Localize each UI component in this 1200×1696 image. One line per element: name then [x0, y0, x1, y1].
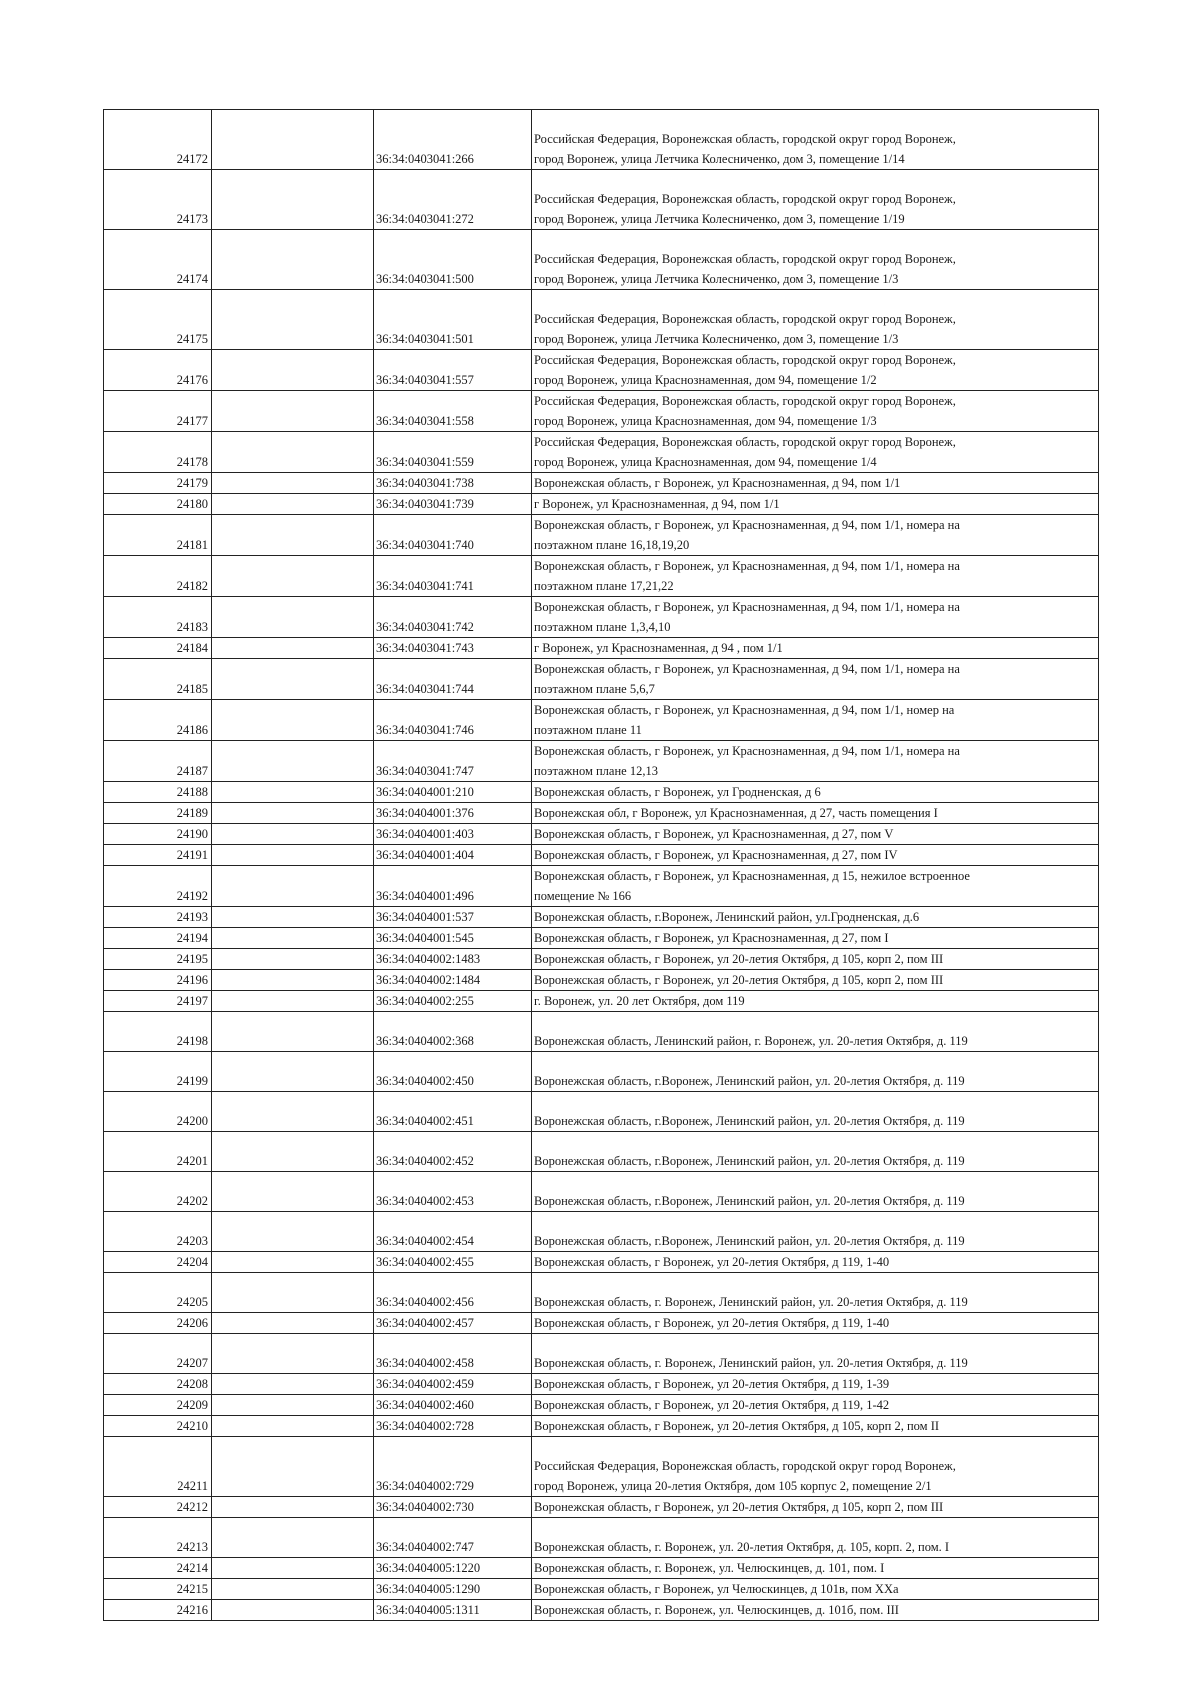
address: Воронежская область, г Воронеж, ул Краснознаменная, д 94, пом 1/1, номера на поэтажном плане 16,18,19,20: [532, 515, 1099, 556]
row-number: 24209: [104, 1395, 212, 1416]
address: Воронежская область, г Воронеж, ул Краснознаменная, д 94, пом 1/1: [532, 473, 1099, 494]
registry-table-body: [104, 110, 1099, 1621]
table-row: [104, 803, 1099, 824]
table-row: [104, 1132, 1099, 1172]
empty-cell: [212, 803, 374, 824]
registry-table: [103, 109, 1099, 1621]
table-row: [104, 928, 1099, 949]
address: Воронежская область, г.Воронеж, Ленинский район, ул. 20-летия Октября, д. 119: [532, 1052, 1099, 1092]
empty-cell: [212, 556, 374, 597]
address: Воронежская область, г Воронеж, ул Краснознаменная, д 94, пом 1/1, номер на поэтажном плане 11: [532, 700, 1099, 741]
empty-cell: [212, 1437, 374, 1497]
row-number: 24210: [104, 1416, 212, 1437]
empty-cell: [212, 110, 374, 170]
cadastral-number: 36:34:0404002:747: [374, 1518, 532, 1558]
empty-cell: [212, 1558, 374, 1579]
cadastral-number: 36:34:0403041:740: [374, 515, 532, 556]
row-number: 24215: [104, 1579, 212, 1600]
table-row: [104, 110, 1099, 170]
address: Воронежская область, г Воронеж, ул 20-летия Октября, д 105, корп 2, пом II: [532, 1416, 1099, 1437]
empty-cell: [212, 928, 374, 949]
table-row: [104, 949, 1099, 970]
cadastral-number: 36:34:0403041:747: [374, 741, 532, 782]
row-number: 24182: [104, 556, 212, 597]
empty-cell: [212, 230, 374, 290]
cadastral-number: 36:34:0404002:458: [374, 1334, 532, 1374]
address: Воронежская область, г.Воронеж, Ленинский район, ул. 20-летия Октября, д. 119: [532, 1132, 1099, 1172]
empty-cell: [212, 1052, 374, 1092]
empty-cell: [212, 1092, 374, 1132]
address: Воронежская область, г Воронеж, ул Краснознаменная, д 27, пом I: [532, 928, 1099, 949]
cadastral-number: 36:34:0404002:455: [374, 1252, 532, 1273]
row-number: 24189: [104, 803, 212, 824]
table-row: [104, 556, 1099, 597]
address: Воронежская область, Ленинский район, г. Воронеж, ул. 20-летия Октября, д. 119: [532, 1012, 1099, 1052]
row-number: 24187: [104, 741, 212, 782]
address: Воронежская область, г. Воронеж, ул. Челюскинцев, д. 101б, пом. III: [532, 1600, 1099, 1621]
empty-cell: [212, 1252, 374, 1273]
address: Воронежская область, г Воронеж, ул 20-летия Октября, д 105, корп 2, пом III: [532, 970, 1099, 991]
empty-cell: [212, 1395, 374, 1416]
table-row: [104, 1558, 1099, 1579]
address: Воронежская область, г Воронеж, ул 20-летия Октября, д 105, корп 2, пом III: [532, 1497, 1099, 1518]
table-row: [104, 350, 1099, 391]
table-row: [104, 1437, 1099, 1497]
address: Воронежская область, г Воронеж, ул Краснознаменная, д 15, нежилое встроенное помещение № 166: [532, 866, 1099, 907]
cadastral-number: 36:34:0404002:728: [374, 1416, 532, 1437]
table-row: [104, 1518, 1099, 1558]
table-row: [104, 1579, 1099, 1600]
table-row: [104, 741, 1099, 782]
table-row: [104, 1374, 1099, 1395]
row-number: 24201: [104, 1132, 212, 1172]
address: Воронежская область, г Воронеж, ул Краснознаменная, д 27, пом V: [532, 824, 1099, 845]
address: Воронежская область, г.Воронеж, Ленинский район, ул.Гродненская, д.6: [532, 907, 1099, 928]
row-number: 24211: [104, 1437, 212, 1497]
cadastral-number: 36:34:0404002:451: [374, 1092, 532, 1132]
cadastral-number: 36:34:0404005:1311: [374, 1600, 532, 1621]
cadastral-number: 36:34:0403041:558: [374, 391, 532, 432]
empty-cell: [212, 824, 374, 845]
cadastral-number: 36:34:0403041:272: [374, 170, 532, 230]
cadastral-number: 36:34:0404002:1483: [374, 949, 532, 970]
table-row: [104, 1172, 1099, 1212]
row-number: 24206: [104, 1313, 212, 1334]
cadastral-number: 36:34:0404002:730: [374, 1497, 532, 1518]
table-row: [104, 1334, 1099, 1374]
cadastral-number: 36:34:0403041:741: [374, 556, 532, 597]
table-row: [104, 638, 1099, 659]
empty-cell: [212, 700, 374, 741]
table-row: [104, 659, 1099, 700]
address: Воронежская область, г.Воронеж, Ленинский район, ул. 20-летия Октября, д. 119: [532, 1172, 1099, 1212]
address: Воронежская область, г Воронеж, ул 20-летия Октября, д 119, 1-39: [532, 1374, 1099, 1395]
cadastral-number: 36:34:0403041:559: [374, 432, 532, 473]
empty-cell: [212, 1334, 374, 1374]
row-number: 24181: [104, 515, 212, 556]
cadastral-number: 36:34:0403041:738: [374, 473, 532, 494]
cadastral-number: 36:34:0403041:501: [374, 290, 532, 350]
cadastral-number: 36:34:0403041:742: [374, 597, 532, 638]
empty-cell: [212, 991, 374, 1012]
table-row: [104, 866, 1099, 907]
table-row: [104, 494, 1099, 515]
table-row: [104, 1012, 1099, 1052]
cadastral-number: 36:34:0403041:739: [374, 494, 532, 515]
row-number: 24178: [104, 432, 212, 473]
cadastral-number: 36:34:0404002:460: [374, 1395, 532, 1416]
row-number: 24197: [104, 991, 212, 1012]
empty-cell: [212, 1416, 374, 1437]
address: Российская Федерация, Воронежская область, городской округ город Воронеж, город Воронеж, улица Летчика Колесниченко, дом 3, помещение 1/3: [532, 290, 1099, 350]
row-number: 24198: [104, 1012, 212, 1052]
table-row: [104, 230, 1099, 290]
row-number: 24196: [104, 970, 212, 991]
address: Воронежская область, г Воронеж, ул 20-летия Октября, д 119, 1-40: [532, 1313, 1099, 1334]
address: Воронежская область, г Воронеж, ул Краснознаменная, д 94, пом 1/1, номера на поэтажном плане 5,6,7: [532, 659, 1099, 700]
row-number: 24199: [104, 1052, 212, 1092]
empty-cell: [212, 638, 374, 659]
row-number: 24184: [104, 638, 212, 659]
cadastral-number: 36:34:0404005:1290: [374, 1579, 532, 1600]
empty-cell: [212, 494, 374, 515]
cadastral-number: 36:34:0404002:1484: [374, 970, 532, 991]
empty-cell: [212, 1518, 374, 1558]
table-row: [104, 907, 1099, 928]
cadastral-number: 36:34:0404002:456: [374, 1273, 532, 1313]
address: Воронежская обл, г Воронеж, ул Краснознаменная, д 27, часть помещения I: [532, 803, 1099, 824]
address: Воронежская область, г. Воронеж, Ленинский район, ул. 20-летия Октября, д. 119: [532, 1273, 1099, 1313]
cadastral-number: 36:34:0404002:459: [374, 1374, 532, 1395]
address: Воронежская область, г Воронеж, ул Гродненская, д 6: [532, 782, 1099, 803]
empty-cell: [212, 1132, 374, 1172]
address: Воронежская область, г.Воронеж, Ленинский район, ул. 20-летия Октября, д. 119: [532, 1212, 1099, 1252]
row-number: 24190: [104, 824, 212, 845]
cadastral-number: 36:34:0403041:746: [374, 700, 532, 741]
address: Воронежская область, г. Воронеж, ул. Челюскинцев, д. 101, пом. I: [532, 1558, 1099, 1579]
cadastral-number: 36:34:0404001:404: [374, 845, 532, 866]
table-row: [104, 1052, 1099, 1092]
cadastral-number: 36:34:0404001:210: [374, 782, 532, 803]
row-number: 24191: [104, 845, 212, 866]
row-number: 24192: [104, 866, 212, 907]
row-number: 24186: [104, 700, 212, 741]
row-number: 24195: [104, 949, 212, 970]
empty-cell: [212, 1273, 374, 1313]
address: Российская Федерация, Воронежская область, городской округ город Воронеж, город Воронеж, улица Краснознаменная, дом 94, помещение 1/2: [532, 350, 1099, 391]
empty-cell: [212, 845, 374, 866]
empty-cell: [212, 741, 374, 782]
table-row: [104, 824, 1099, 845]
row-number: 24176: [104, 350, 212, 391]
table-row: [104, 1092, 1099, 1132]
empty-cell: [212, 1012, 374, 1052]
row-number: 24173: [104, 170, 212, 230]
cadastral-number: 36:34:0404001:403: [374, 824, 532, 845]
table-row: [104, 290, 1099, 350]
cadastral-number: 36:34:0403041:744: [374, 659, 532, 700]
empty-cell: [212, 1600, 374, 1621]
address: Российская Федерация, Воронежская область, городской округ город Воронеж, город Воронеж, улица Летчика Колесниченко, дом 3, помещение 1/19: [532, 170, 1099, 230]
empty-cell: [212, 949, 374, 970]
cadastral-number: 36:34:0403041:743: [374, 638, 532, 659]
table-row: [104, 782, 1099, 803]
table-row: [104, 700, 1099, 741]
cadastral-number: 36:34:0404001:496: [374, 866, 532, 907]
row-number: 24177: [104, 391, 212, 432]
address: Воронежская область, г Воронеж, ул Краснознаменная, д 27, пом IV: [532, 845, 1099, 866]
empty-cell: [212, 1579, 374, 1600]
cadastral-number: 36:34:0404002:454: [374, 1212, 532, 1252]
row-number: 24193: [104, 907, 212, 928]
address: Воронежская область, г Воронеж, ул 20-летия Октября, д 119, 1-40: [532, 1252, 1099, 1273]
cadastral-number: 36:34:0403041:266: [374, 110, 532, 170]
cadastral-number: 36:34:0404002:255: [374, 991, 532, 1012]
cadastral-number: 36:34:0404001:537: [374, 907, 532, 928]
address: Российская Федерация, Воронежская область, городской округ город Воронеж, город Воронеж, улица Краснознаменная, дом 94, помещение 1/3: [532, 391, 1099, 432]
address: Воронежская область, г. Воронеж, Ленинский район, ул. 20-летия Октября, д. 119: [532, 1334, 1099, 1374]
empty-cell: [212, 1374, 374, 1395]
row-number: 24204: [104, 1252, 212, 1273]
cadastral-number: 36:34:0404002:452: [374, 1132, 532, 1172]
address: Воронежская область, г Воронеж, ул 20-летия Октября, д 119, 1-42: [532, 1395, 1099, 1416]
address: Российская Федерация, Воронежская область, городской округ город Воронеж, город Воронеж, улица Летчика Колесниченко, дом 3, помещение 1/14: [532, 110, 1099, 170]
empty-cell: [212, 866, 374, 907]
table-row: [104, 991, 1099, 1012]
cadastral-number: 36:34:0404001:545: [374, 928, 532, 949]
row-number: 24172: [104, 110, 212, 170]
row-number: 24175: [104, 290, 212, 350]
table-row: [104, 515, 1099, 556]
empty-cell: [212, 1212, 374, 1252]
address: Воронежская область, г Воронеж, ул Челюскинцев, д 101в, пом XXа: [532, 1579, 1099, 1600]
row-number: 24202: [104, 1172, 212, 1212]
empty-cell: [212, 1497, 374, 1518]
cadastral-number: 36:34:0404002:368: [374, 1012, 532, 1052]
address: г. Воронеж, ул. 20 лет Октября, дом 119: [532, 991, 1099, 1012]
empty-cell: [212, 659, 374, 700]
table-row: [104, 1600, 1099, 1621]
empty-cell: [212, 473, 374, 494]
row-number: 24205: [104, 1273, 212, 1313]
cadastral-number: 36:34:0404005:1220: [374, 1558, 532, 1579]
address: Воронежская область, г. Воронеж, ул. 20-летия Октября, д. 105, корп. 2, пом. I: [532, 1518, 1099, 1558]
table-row: [104, 1416, 1099, 1437]
cadastral-number: 36:34:0403041:500: [374, 230, 532, 290]
table-row: [104, 1212, 1099, 1252]
table-row: [104, 1252, 1099, 1273]
table-row: [104, 391, 1099, 432]
address: Российская Федерация, Воронежская область, городской округ город Воронеж, город Воронеж, улица Летчика Колесниченко, дом 3, помещение 1/3: [532, 230, 1099, 290]
row-number: 24185: [104, 659, 212, 700]
cadastral-number: 36:34:0404002:729: [374, 1437, 532, 1497]
empty-cell: [212, 290, 374, 350]
empty-cell: [212, 782, 374, 803]
row-number: 24188: [104, 782, 212, 803]
address: Российская Федерация, Воронежская область, городской округ город Воронеж, город Воронеж, улица 20-летия Октября, дом 105 корпус 2, помещение 2/1: [532, 1437, 1099, 1497]
empty-cell: [212, 1172, 374, 1212]
table-row: [104, 970, 1099, 991]
row-number: 24214: [104, 1558, 212, 1579]
row-number: 24200: [104, 1092, 212, 1132]
empty-cell: [212, 907, 374, 928]
empty-cell: [212, 515, 374, 556]
cadastral-number: 36:34:0404002:457: [374, 1313, 532, 1334]
cadastral-number: 36:34:0403041:557: [374, 350, 532, 391]
table-row: [104, 597, 1099, 638]
empty-cell: [212, 597, 374, 638]
address: Воронежская область, г Воронеж, ул Краснознаменная, д 94, пом 1/1, номера на поэтажном плане 12,13: [532, 741, 1099, 782]
row-number: 24194: [104, 928, 212, 949]
empty-cell: [212, 350, 374, 391]
row-number: 24179: [104, 473, 212, 494]
table-row: [104, 1273, 1099, 1313]
table-row: [104, 170, 1099, 230]
table-row: [104, 1313, 1099, 1334]
cadastral-number: 36:34:0404002:450: [374, 1052, 532, 1092]
row-number: 24212: [104, 1497, 212, 1518]
address: г Воронеж, ул Краснознаменная, д 94 , пом 1/1: [532, 638, 1099, 659]
address: Воронежская область, г Воронеж, ул Краснознаменная, д 94, пом 1/1, номера на поэтажном плане 1,3,4,10: [532, 597, 1099, 638]
row-number: 24174: [104, 230, 212, 290]
table-row: [104, 845, 1099, 866]
table-row: [104, 1395, 1099, 1416]
empty-cell: [212, 1313, 374, 1334]
row-number: 24207: [104, 1334, 212, 1374]
row-number: 24203: [104, 1212, 212, 1252]
row-number: 24180: [104, 494, 212, 515]
row-number: 24208: [104, 1374, 212, 1395]
address: Российская Федерация, Воронежская область, городской округ город Воронеж, город Воронеж, улица Краснознаменная, дом 94, помещение 1/4: [532, 432, 1099, 473]
table-row: [104, 473, 1099, 494]
address: Воронежская область, г Воронеж, ул 20-летия Октября, д 105, корп 2, пом III: [532, 949, 1099, 970]
cadastral-number: 36:34:0404002:453: [374, 1172, 532, 1212]
table-row: [104, 1497, 1099, 1518]
empty-cell: [212, 970, 374, 991]
cadastral-number: 36:34:0404001:376: [374, 803, 532, 824]
address: г Воронеж, ул Краснознаменная, д 94, пом 1/1: [532, 494, 1099, 515]
row-number: 24183: [104, 597, 212, 638]
empty-cell: [212, 432, 374, 473]
empty-cell: [212, 391, 374, 432]
row-number: 24213: [104, 1518, 212, 1558]
address: Воронежская область, г.Воронеж, Ленинский район, ул. 20-летия Октября, д. 119: [532, 1092, 1099, 1132]
row-number: 24216: [104, 1600, 212, 1621]
address: Воронежская область, г Воронеж, ул Краснознаменная, д 94, пом 1/1, номера на поэтажном плане 17,21,22: [532, 556, 1099, 597]
table-row: [104, 432, 1099, 473]
empty-cell: [212, 170, 374, 230]
